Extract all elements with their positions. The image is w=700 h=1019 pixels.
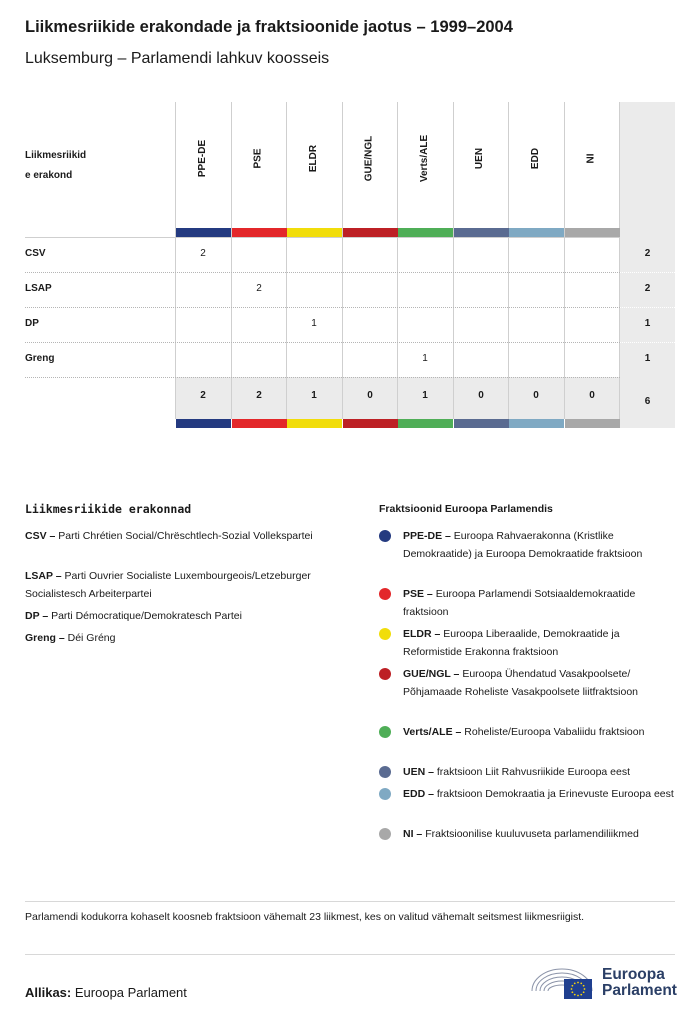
group-color-strip-bottom: [232, 419, 287, 428]
column-header: [583, 110, 599, 206]
grand-total: 6: [644, 396, 651, 407]
group-color-strip-bottom: [176, 419, 231, 428]
group-name: Euroopa Liberaalide, Demokraatide ja Reformistide Erakonna fraktsioon: [403, 628, 620, 658]
group-legend-item: [403, 625, 675, 661]
column-divider: [619, 102, 620, 419]
group-color-strip: [454, 228, 509, 237]
column-divider: [397, 102, 398, 419]
total-column-background: [620, 102, 675, 428]
column-header-label: GUE/NGL: [363, 135, 375, 181]
column-total: 0: [478, 390, 484, 401]
row-divider: [25, 342, 620, 343]
row-divider: [25, 377, 620, 378]
total-row-divider: [620, 307, 675, 308]
group-color-dot: [379, 828, 391, 840]
row-total: 1: [644, 353, 651, 364]
group-name: Fraktsioonilise kuuluvuseta parlamendiliikmed: [425, 828, 639, 840]
party-abbr: CSV –: [25, 530, 59, 542]
group-abbr: UEN –: [403, 766, 437, 778]
group-name: Euroopa Ühendatud Vasakpoolsete/ Põhjamaade Roheliste Vasakpoolsete liitfraktsioon: [403, 668, 639, 698]
column-header-label: Verts/ALE: [419, 134, 431, 182]
party-name: Parti Chrétien Social/Chrëschtlech-Sozial Vollekspartei: [58, 530, 313, 542]
parties-legend-title: Liikmesriikide erakonnad: [25, 502, 192, 516]
hemicycle-icon: [530, 963, 600, 1003]
column-header: [528, 110, 544, 206]
group-abbr: EDD –: [403, 788, 437, 800]
group-color-strip-bottom: [454, 419, 509, 428]
party-legend-item: [25, 527, 355, 545]
party-abbr: DP –: [25, 610, 52, 622]
logo-line-1: Euroopa: [602, 966, 665, 983]
column-total: 1: [311, 390, 317, 401]
row-label: Greng: [25, 353, 55, 364]
groups-legend-title: Fraktsioonid Euroopa Parlamendis: [379, 503, 553, 515]
flag-star: [584, 988, 586, 990]
column-divider: [342, 102, 343, 419]
column-total: 0: [367, 390, 373, 401]
group-abbr: GUE/NGL –: [403, 668, 463, 680]
flag-star: [577, 982, 579, 984]
logo-line-2: Parlament: [602, 982, 677, 999]
value-cell: 2: [200, 248, 206, 259]
column-header-label: ELDR: [308, 144, 320, 172]
party-abbr: Greng –: [25, 632, 68, 644]
row-label: LSAP: [25, 283, 52, 294]
group-legend-item: [403, 763, 675, 781]
group-name: Roheliste/Euroopa Vabaliidu fraktsioon: [464, 726, 645, 738]
group-color-strip-bottom: [398, 419, 453, 428]
group-legend-item: [403, 527, 675, 563]
chart-title: Liikmesriikide erakondade ja fraktsioonide jaotus – 1999–2004: [25, 18, 513, 36]
column-total: 2: [200, 390, 206, 401]
group-color-strip-bottom: [509, 419, 564, 428]
value-cell: 2: [256, 283, 262, 294]
column-header-label: PPE-DE: [197, 139, 209, 177]
column-header: [472, 110, 488, 206]
group-color-strip: [232, 228, 287, 237]
group-color-strip: [398, 228, 453, 237]
party-name: Parti Ouvrier Socialiste Luxembourgeois/Letzeburger Socialistesch Arbeiterpartei: [25, 570, 311, 600]
column-divider: [453, 102, 454, 419]
flag-star: [571, 985, 573, 987]
flag-star: [580, 994, 582, 996]
group-color-strip: [565, 228, 620, 237]
row-label: DP: [25, 318, 39, 329]
column-divider: [564, 102, 565, 419]
group-name: Euroopa Rahvaerakonna (Kristlike Demokraatide) ja Euroopa Demokraatide fraktsioon: [403, 530, 643, 560]
group-color-strip-bottom: [565, 419, 620, 428]
row-divider: [25, 307, 620, 308]
group-color-strip-bottom: [287, 419, 342, 428]
group-color-strip: [343, 228, 398, 237]
column-divider: [286, 102, 287, 419]
note-separator-top: [25, 901, 675, 902]
column-header: [306, 110, 322, 206]
group-color-strip-bottom: [343, 419, 398, 428]
group-legend-item: [403, 723, 675, 741]
note-separator-bottom: [25, 954, 675, 955]
column-divider: [175, 102, 176, 419]
flag-star: [574, 982, 576, 984]
group-name: Euroopa Parlamendi Sotsiaaldemokraatide fraktsioon: [403, 588, 636, 618]
column-total: 0: [533, 390, 539, 401]
group-color-dot: [379, 726, 391, 738]
flag-star: [571, 988, 573, 990]
logo-text: [602, 967, 677, 999]
group-color-dot: [379, 530, 391, 542]
total-row-divider: [620, 272, 675, 273]
party-legend-item: [25, 629, 355, 647]
party-legend-item: [25, 607, 355, 625]
column-header-label: EDD: [530, 147, 542, 169]
row-total: 1: [644, 318, 651, 329]
group-legend-item: [403, 825, 675, 843]
group-color-dot: [379, 788, 391, 800]
column-header-label: PSE: [252, 147, 264, 169]
row-label: CSV: [25, 248, 46, 259]
group-name: fraktsioon Demokraatia ja Erinevuste Euroopa eest: [436, 788, 674, 800]
source-line: [25, 985, 187, 1000]
column-total: 2: [256, 390, 262, 401]
column-header: [250, 110, 266, 206]
group-abbr: NI –: [403, 828, 426, 840]
column-divider: [508, 102, 509, 419]
party-legend-item: [25, 567, 355, 603]
row-header-title: Liikmesriikide erakond: [25, 150, 87, 181]
party-name: Déi Gréng: [67, 632, 116, 644]
column-header: [361, 110, 377, 206]
column-header: [195, 110, 211, 206]
flag-star: [583, 985, 585, 987]
flag-star: [577, 995, 579, 997]
source-value: Euroopa Parlament: [74, 985, 187, 1000]
source-label: Allikas:: [25, 985, 72, 1000]
total-row-divider: [620, 342, 675, 343]
column-total: 0: [589, 390, 595, 401]
group-legend-item: [403, 585, 675, 621]
column-header-label: NI: [585, 153, 597, 163]
group-color-strip: [509, 228, 564, 237]
group-color-strip: [287, 228, 342, 237]
row-total: 2: [644, 248, 651, 259]
flag-star: [580, 982, 582, 984]
group-color-dot: [379, 668, 391, 680]
flag-star: [574, 994, 576, 996]
flag-star: [571, 991, 573, 993]
european-parliament-logo: [530, 963, 676, 1003]
group-legend-item: [403, 785, 675, 803]
group-name: fraktsioon Liit Rahvusriikide Euroopa eest: [436, 766, 631, 778]
group-color-strip: [176, 228, 231, 237]
group-legend-item: [403, 665, 675, 701]
value-cell: 1: [311, 318, 317, 329]
column-divider: [231, 102, 232, 419]
column-header-label: UEN: [474, 147, 486, 169]
group-abbr: PSE –: [403, 588, 436, 600]
row-total: 2: [644, 283, 651, 294]
column-header: [417, 110, 433, 206]
header-rule: [25, 237, 620, 238]
chart-subtitle: Luksemburg – Parlamendi lahkuv koosseis: [25, 50, 330, 67]
value-cell: 1: [422, 353, 428, 364]
group-color-dot: [379, 628, 391, 640]
flag-star: [583, 991, 585, 993]
party-abbr: LSAP –: [25, 570, 65, 582]
group-abbr: Verts/ALE –: [403, 726, 465, 738]
group-abbr: PPE-DE –: [403, 530, 454, 542]
group-abbr: ELDR –: [403, 628, 444, 640]
party-name: Parti Démocratique/Demokratesch Partei: [51, 610, 242, 622]
column-total: 1: [422, 390, 428, 401]
row-divider: [25, 272, 620, 273]
group-color-dot: [379, 588, 391, 600]
footnote: Parlamendi kodukorra kohaselt koosneb fraktsioon vähemalt 23 liikmest, kes on valitud vähemalt seitsmest liikmesriigist.: [25, 911, 585, 923]
group-color-dot: [379, 766, 391, 778]
